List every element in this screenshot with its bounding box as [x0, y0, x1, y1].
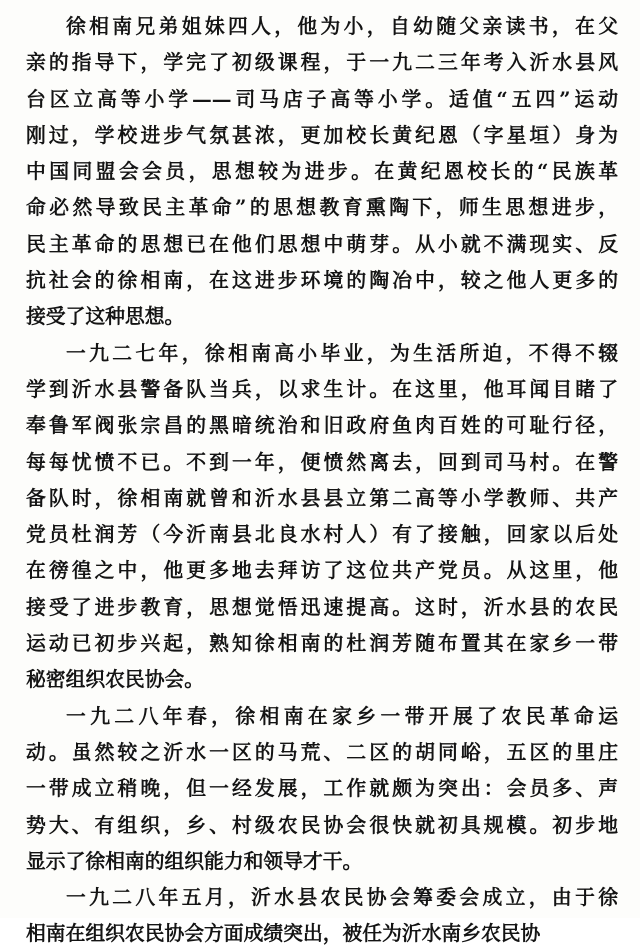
text-line: 命必然导致民主革命”的思想教育熏陶下，师生思想进步，: [26, 195, 618, 220]
text-line: 接受了这种思想。: [26, 304, 185, 329]
paragraph: [26, 335, 618, 698]
text-line: 显示了徐相南的组织能力和领导才干。: [26, 848, 363, 873]
text-line: 一九二八年春，徐相南在家乡一带开展了农民革命运: [66, 703, 618, 728]
text-line: 一九二八年五月，沂水县农民协会筹委会成立，由于徐: [66, 885, 618, 910]
text-line: 每每忧愤不已。不到一年，便愤然离去，回到司马村。在警: [26, 449, 618, 474]
body-text: [26, 8, 618, 952]
text-line: 势大、有组织，乡、村级农民协会很快就初具规模。初步地: [26, 812, 618, 837]
text-line: 奉鲁军阀张宗昌的黑暗统治和旧政府鱼肉百姓的可耻行径，: [26, 413, 618, 438]
text-line: 一九二七年，徐相南高小毕业，为生活所迫，不得不辍: [66, 340, 618, 365]
text-line: 抗社会的徐相南，在这进步环境的陶冶中，较之他人更多的: [26, 268, 618, 293]
text-line: 接受了进步教育，思想觉悟迅速提高。这时，沂水县的农民: [26, 594, 618, 619]
text-line: 动。虽然较之沂水一区的马荒、二区的胡同峪，五区的里庄: [26, 739, 618, 764]
paragraph: [26, 698, 618, 879]
text-line: 刚过，学校进步气氛甚浓，更加校长黄纪恩（字星垣）身为: [26, 122, 618, 147]
paragraph: [26, 8, 618, 335]
text-line: 备队时，徐相南就曾和沂水县县立第二高等小学教师、共产: [26, 485, 618, 510]
text-line: 在徬徨之中，他更多地去拜访了这位共产党员。从这里，他: [26, 558, 618, 583]
text-line: 运动已初步兴起，熟知徐相南的杜润芳随布置其在家乡一带: [26, 631, 618, 656]
text-line: 学到沂水县警备队当兵，以求生计。在这里，他耳闻目睹了: [26, 376, 618, 401]
text-line: 党员杜润芳（今沂南县北良水村人）有了接触，回家以后处: [26, 522, 618, 547]
text-line: 民主革命的思想已在他们思想中萌芽。从小就不满现实、反: [26, 231, 618, 256]
text-line: 秘密组织农民协会。: [26, 667, 205, 692]
text-line: 亲的指导下，学完了初级课程，于一九二三年考入沂水县风: [26, 50, 618, 75]
text-line: 台区立高等小学——司马店子高等小学。适值“五四”运动: [26, 86, 618, 111]
text-line: 中国同盟会会员，思想较为进步。在黄纪恩校长的“民族革: [26, 159, 618, 184]
text-line: 一带成立稍晚，但一经发展，工作就颇为突出：会员多、声: [26, 776, 618, 801]
paragraph: [26, 879, 618, 952]
text-line: 徐相南兄弟姐妹四人，他为小，自幼随父亲读书，在父: [66, 14, 618, 38]
text-line: 相南在组织农民协会方面成绩突出，被任为沂水南乡农民协: [26, 921, 541, 946]
